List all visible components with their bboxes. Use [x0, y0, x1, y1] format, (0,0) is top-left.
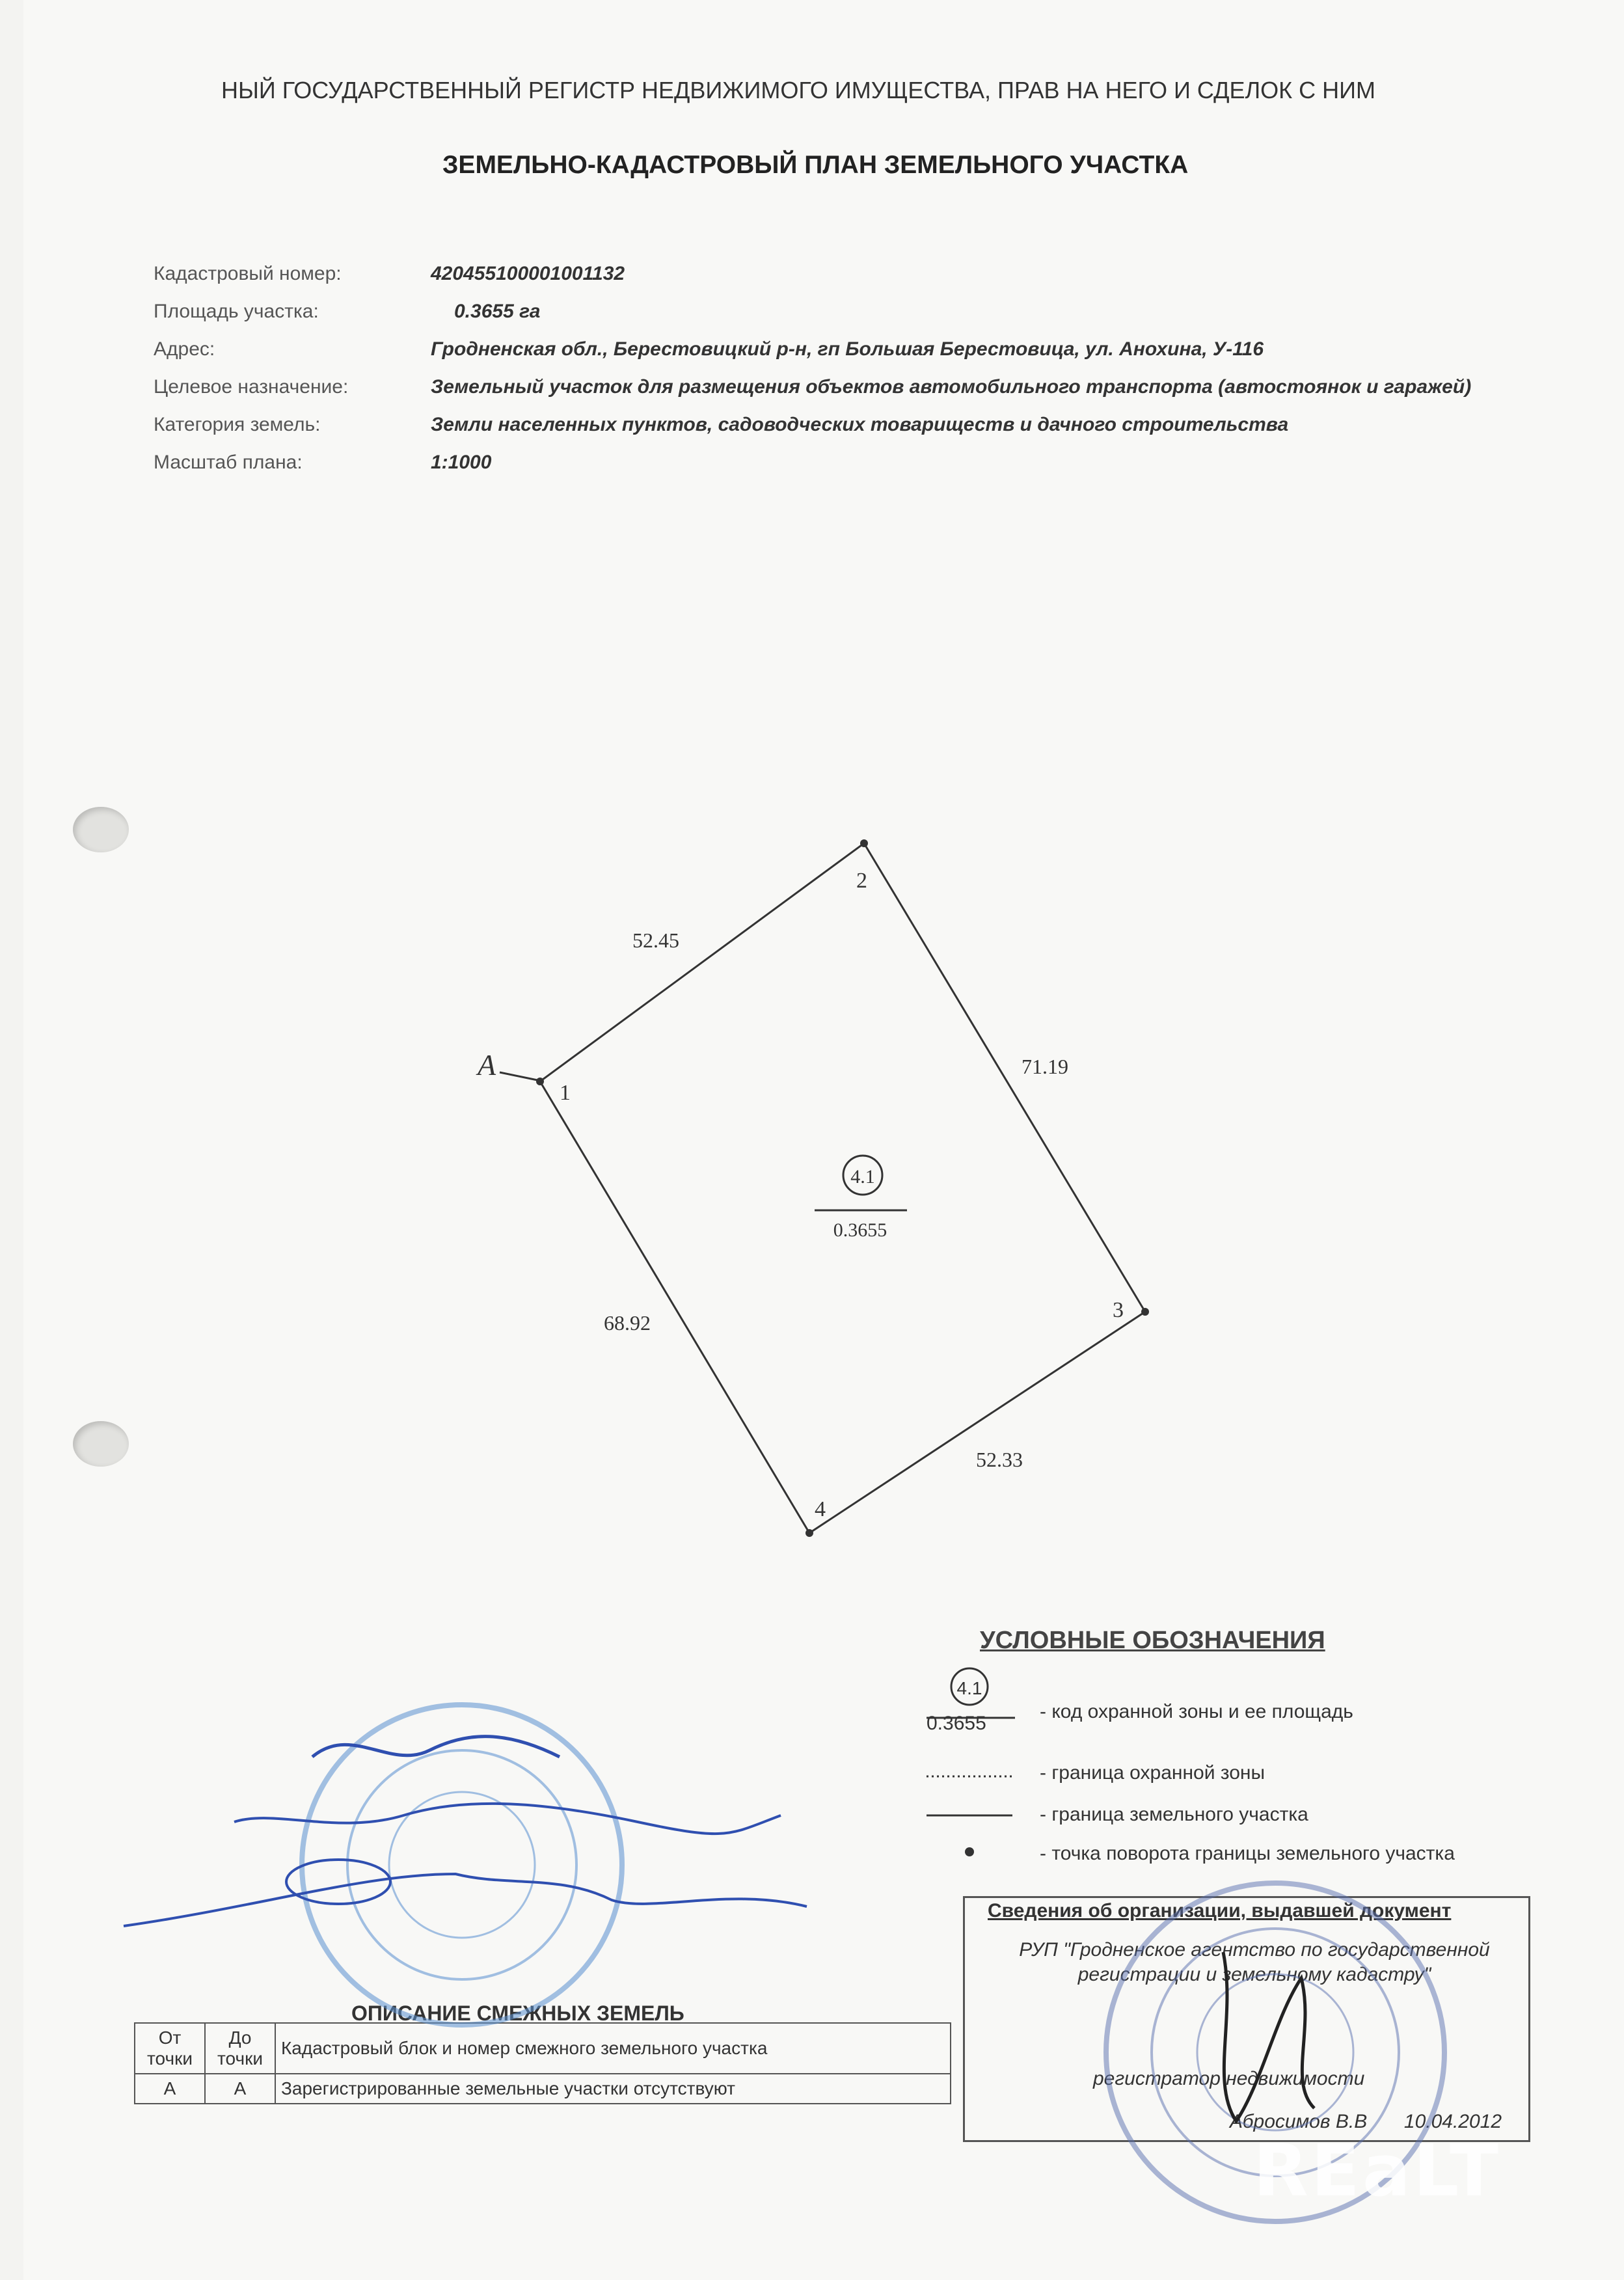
table-header-cell: Кадастровый блок и номер смежного земельного участка	[275, 2023, 951, 2074]
inspector-signature	[124, 1874, 807, 1926]
info-label: Категория земель:	[154, 414, 321, 435]
zone-code: 4.1	[850, 1166, 875, 1188]
legend-item: - граница охранной зоны	[1040, 1762, 1265, 1784]
info-value: 1:1000	[431, 452, 492, 473]
table-cell: Зарегистрированные земельные участки отсутствуют	[275, 2074, 951, 2104]
legend-title: УСЛОВНЫЕ ОБОЗНАЧЕНИЯ	[980, 1627, 1325, 1654]
info-value: Земельный участок для размещения объектов автомобильного транспорта (автостоянок и гаражей)	[431, 376, 1472, 398]
side-length: 52.33	[976, 1448, 1023, 1471]
signer-name: Абросимов В.В	[1230, 2111, 1368, 2132]
info-label: Целевое назначение:	[154, 376, 349, 398]
registry-header: НЫЙ ГОСУДАРСТВЕННЫЙ РЕГИСТР НЕДВИЖИМОГО ИМУЩЕСТВА, ПРАВ НА НЕГО И СДЕЛОК С НИМ	[221, 77, 1375, 103]
info-value: 420455100001001132	[431, 263, 625, 284]
legend-item: - граница земельного участка	[1040, 1804, 1308, 1825]
info-label: Кадастровый номер:	[154, 263, 342, 284]
organization-name: РУП "Гродненское агентство по государственной регистрации и земельному кадастру"	[1019, 1939, 1490, 1985]
side-length: 52.45	[632, 929, 679, 952]
organization-role: регистратор недвижимости	[1093, 2068, 1365, 2089]
side-length: 71.19	[1022, 1055, 1068, 1078]
point-label-4: 4	[815, 1497, 826, 1521]
legend-item: - точка поворота границы земельного участка	[1040, 1843, 1455, 1864]
point-label-3: 3	[1113, 1298, 1124, 1322]
info-label: Площадь участка:	[154, 301, 319, 322]
approval-stamp	[302, 1705, 622, 2025]
zone-area: 0.3655	[833, 1219, 887, 1241]
registrar-signature	[1223, 1952, 1314, 2121]
legend-item: - код охранной зоны и ее площадь	[1040, 1701, 1353, 1722]
info-label: Адрес:	[154, 338, 215, 360]
legend-code: 4.1	[956, 1678, 982, 1698]
table-cell: А	[205, 2074, 275, 2104]
side-length: 68.92	[604, 1311, 651, 1335]
adjacent-marker: А	[478, 1048, 496, 1081]
info-value: Земли населенных пунктов, садоводческих товариществ и дачного строительства	[431, 414, 1289, 435]
organization-title: Сведения об организации, выдавшей документ	[988, 1900, 1452, 1921]
adjacent-lands-title: ОПИСАНИЕ СМЕЖНЫХ ЗЕМЕЛЬ	[351, 2002, 684, 2025]
info-label: Масштаб плана:	[154, 452, 303, 473]
table-header-cell: До точки	[205, 2023, 275, 2074]
table-header-cell: От точки	[135, 2023, 205, 2074]
site-watermark: REaLT	[1253, 2129, 1501, 2212]
table-cell: А	[135, 2074, 205, 2104]
document-title: ЗЕМЕЛЬНО-КАДАСТРОВЫЙ ПЛАН ЗЕМЕЛЬНОГО УЧАСТКА	[442, 151, 1189, 179]
info-value: Гродненская обл., Берестовицкий р-н, гп Большая Берестовица, ул. Анохина, У-116	[431, 338, 1264, 360]
info-value: 0.3655 га	[454, 301, 541, 322]
point-label-1: 1	[560, 1081, 571, 1105]
legend-area: 0.3655	[927, 1713, 986, 1734]
point-label-2: 2	[856, 869, 867, 893]
issue-date: 10.04.2012	[1403, 2111, 1502, 2132]
